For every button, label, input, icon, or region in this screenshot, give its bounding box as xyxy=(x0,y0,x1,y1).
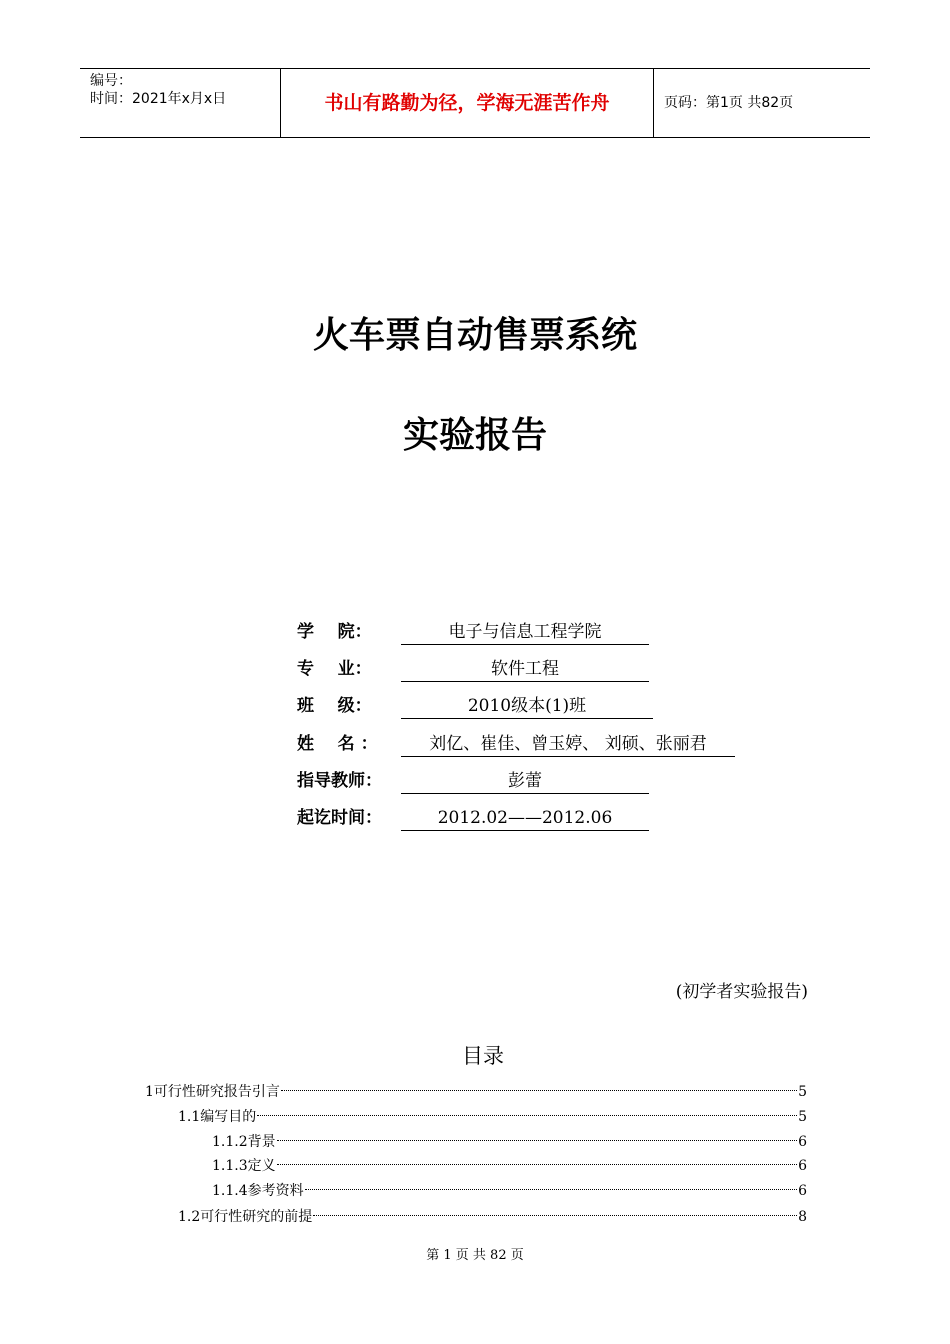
toc-entry-text: 1.1.4参考资料 xyxy=(212,1183,304,1199)
header-page-info: 页码：第1页 共82页 xyxy=(664,95,794,111)
info-label: 专 业： xyxy=(297,659,372,679)
info-value: 2012.02——2012.06 xyxy=(401,804,649,831)
info-value: 彭蕾 xyxy=(401,767,649,794)
toc-leader-dots xyxy=(305,1189,797,1190)
toc-leader-dots xyxy=(277,1140,797,1141)
toc-entry-text: 1可行性研究报告引言 xyxy=(145,1084,280,1100)
toc-entry[interactable] xyxy=(145,1081,807,1103)
toc-entry[interactable] xyxy=(178,1206,807,1228)
header-motto: 书山有路勤为径，学海无涯苦作舟 xyxy=(280,69,654,137)
toc-entry[interactable] xyxy=(178,1106,807,1128)
info-label: 姓 名 ： xyxy=(297,734,378,754)
toc-leader-dots xyxy=(277,1164,797,1165)
info-value: 软件工程 xyxy=(401,655,649,682)
toc-entry-page: 6 xyxy=(798,1183,807,1199)
report-note: (初学者实验报告) xyxy=(675,982,808,1002)
toc-entry[interactable] xyxy=(212,1131,807,1153)
header-time-label: 时间：2021年x月x日 xyxy=(90,91,227,107)
info-value: 电子与信息工程学院 xyxy=(401,618,649,645)
toc-entry-page: 6 xyxy=(798,1158,807,1174)
info-label: 学 院： xyxy=(297,622,372,642)
toc-entry[interactable] xyxy=(212,1155,807,1177)
report-subtitle: 实验报告 xyxy=(402,415,547,456)
info-value: 刘亿、崔佳、曾玉婷、 刘硕、张丽君 xyxy=(401,730,735,757)
toc-title: 目录 xyxy=(462,1044,504,1068)
toc-entry-text: 1.1编写目的 xyxy=(178,1109,257,1125)
toc-leader-dots xyxy=(257,1115,797,1116)
toc-entry-text: 1.1.3定义 xyxy=(212,1158,276,1174)
toc-entry-page: 5 xyxy=(798,1109,807,1125)
info-label: 指导教师： xyxy=(297,771,382,791)
page-header xyxy=(80,68,870,138)
toc-leader-dots xyxy=(281,1090,797,1091)
toc-entry-page: 5 xyxy=(798,1084,807,1100)
header-left-cell xyxy=(80,69,280,137)
header-number-label: 编号： xyxy=(90,73,132,89)
info-label: 班 级： xyxy=(297,696,372,716)
info-label: 起讫时间： xyxy=(297,808,382,828)
report-title: 火车票自动售票系统 xyxy=(312,315,637,356)
page-footer: 第 1 页 共 82 页 xyxy=(426,1248,524,1263)
toc-entry[interactable] xyxy=(212,1180,807,1202)
toc-leader-dots xyxy=(313,1215,797,1216)
toc-entry-page: 6 xyxy=(798,1134,807,1150)
toc-entry-page: 8 xyxy=(798,1209,807,1225)
toc-entry-text: 1.1.2背景 xyxy=(212,1134,276,1150)
info-value: 2010级本(1)班 xyxy=(401,692,653,719)
toc-entry-text: 1.2可行性研究的前提 xyxy=(178,1209,313,1225)
